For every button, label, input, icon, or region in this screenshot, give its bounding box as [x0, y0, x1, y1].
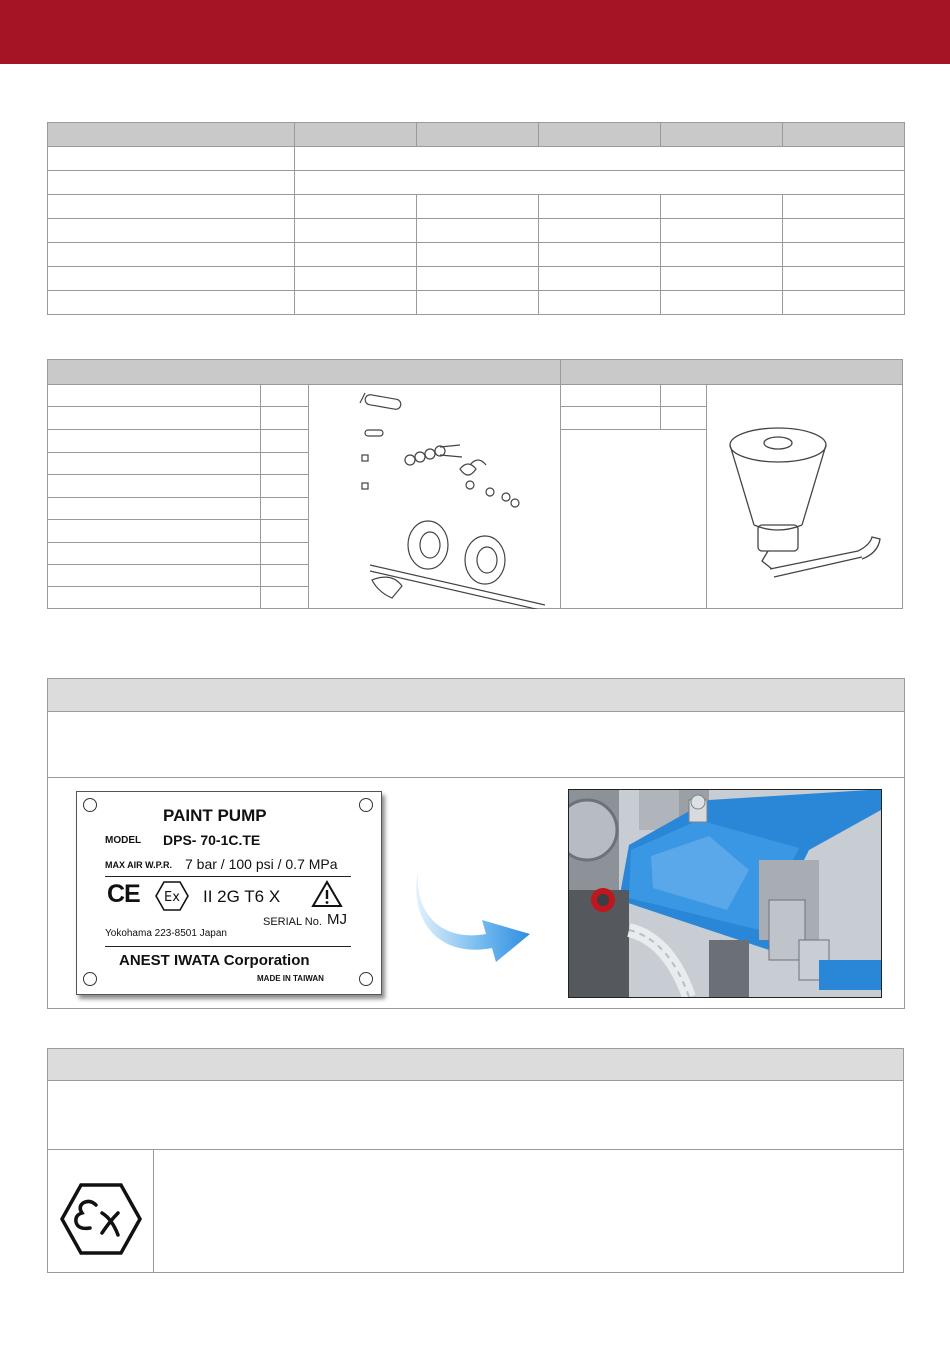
nameplate-model-value: DPS- 70-1C.TE: [163, 832, 261, 848]
nameplate-pressure-label: MAX AIR W.P.R.: [105, 860, 173, 870]
spec-table-header-row: [48, 123, 905, 147]
atex-section: [47, 1048, 904, 1273]
spec-table-row: [48, 147, 905, 171]
nameplate-image: [76, 791, 382, 995]
nameplate-serial-label: SERIAL No.: [263, 916, 322, 928]
atex-section-header: [48, 1049, 903, 1081]
accessories-panel: [47, 359, 903, 609]
spec-table-row: [48, 267, 905, 291]
nameplate-title: PAINT PUMP: [163, 806, 267, 825]
hopper-drawing: [708, 385, 902, 609]
pump-photo: [568, 789, 882, 998]
accessories-header-right: [561, 360, 902, 384]
spec-table-row: [48, 195, 905, 219]
spec-table-row: [48, 171, 905, 195]
nameplate-manufacturer: ANEST IWATA Corporation: [119, 952, 310, 969]
nameplate-pressure-value: 7 bar / 100 psi / 0.7 MPa: [185, 856, 338, 872]
nameplate-model-label: MODEL: [105, 835, 142, 846]
ex-mark-icon: [155, 881, 189, 911]
top-brand-bar: [0, 0, 950, 64]
spare-parts-kit-drawing: [310, 385, 560, 609]
spec-table-row: [48, 219, 905, 243]
warning-triangle-icon: [311, 880, 343, 908]
nameplate-serial-value: MJ: [327, 911, 347, 928]
spec-table-row: [48, 291, 905, 315]
nameplate-atex-code: II 2G T6 X: [203, 887, 281, 906]
spec-table-row: [48, 243, 905, 267]
ex-atex-icon: [60, 1183, 142, 1255]
nameplate-address: Yokohama 223-8501 Japan: [105, 928, 227, 939]
nameplate-origin: MADE IN TAIWAN: [257, 974, 324, 983]
ce-mark: CE: [107, 880, 140, 908]
spec-table: [47, 122, 905, 315]
nameplate-section: [47, 678, 905, 1009]
nameplate-section-header: [48, 679, 904, 712]
ex-mark-text: Ex: [164, 890, 180, 905]
curved-arrow-icon: [412, 864, 536, 964]
accessories-header-left: [48, 360, 560, 384]
